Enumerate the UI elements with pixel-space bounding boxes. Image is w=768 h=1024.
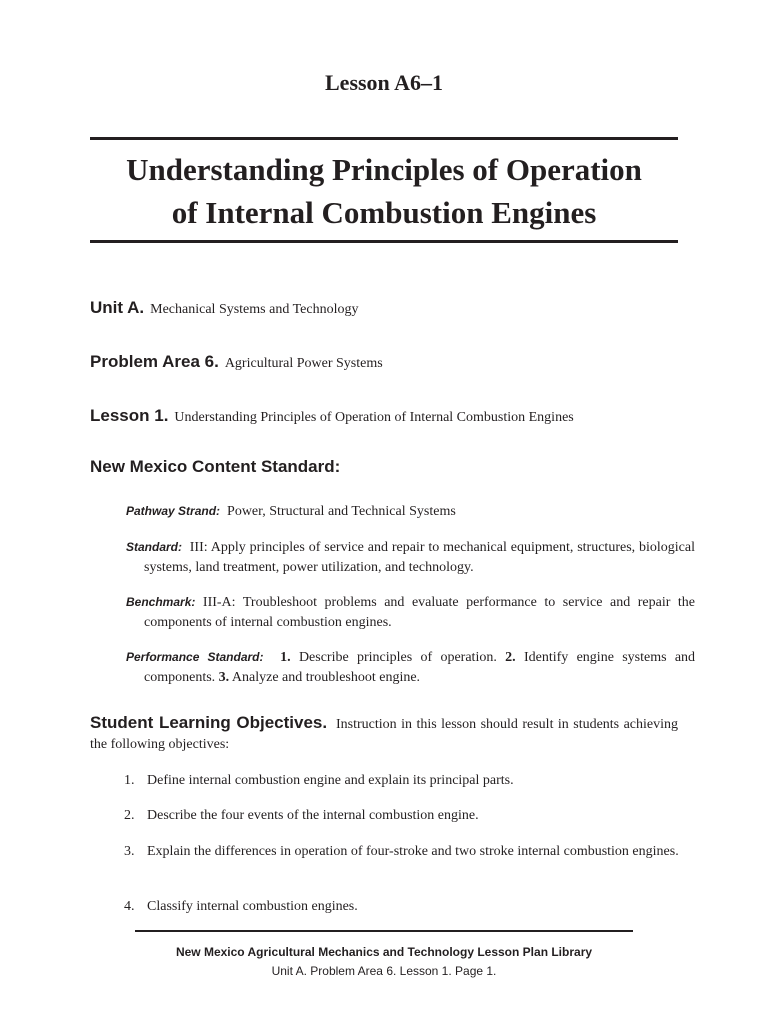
performance-standard bbox=[126, 648, 695, 687]
objective-text: Explain the differences in operation of four-stroke and two stroke internal combustion engines. bbox=[147, 844, 679, 859]
pathway-strand bbox=[126, 502, 695, 522]
problem-area-row bbox=[90, 352, 690, 372]
content-standard-heading: New Mexico Content Standard: bbox=[90, 457, 341, 476]
objective-number: 1. bbox=[124, 773, 135, 788]
standard-label: Standard: bbox=[126, 540, 183, 554]
standard bbox=[126, 538, 695, 577]
unit-row bbox=[90, 298, 690, 318]
unit-value: Mechanical Systems and Technology bbox=[150, 302, 359, 317]
problem-area-value: Agricultural Power Systems bbox=[224, 356, 383, 371]
performance-standard-text-2: Identify engine systems and components. bbox=[144, 650, 696, 685]
footer-rule bbox=[135, 930, 633, 932]
objective-item bbox=[124, 842, 700, 862]
title-top-rule bbox=[90, 137, 678, 140]
performance-standard-number-2: 2. bbox=[505, 650, 516, 665]
footer-page-reference: Unit A. Problem Area 6. Lesson 1. Page 1. bbox=[271, 964, 497, 978]
standard-code: III: bbox=[189, 540, 208, 555]
objective-number: 3. bbox=[124, 844, 135, 859]
objective-number: 2. bbox=[124, 808, 135, 823]
objectives-heading: Student Learning Objectives. bbox=[90, 713, 328, 732]
lesson-label: Lesson 1. bbox=[90, 406, 169, 425]
objectives-intro-text: Instruction in this lesson should result in students achieving the following objectives: bbox=[90, 717, 679, 752]
benchmark-label: Benchmark: bbox=[126, 595, 196, 609]
problem-area-label: Problem Area 6. bbox=[90, 352, 219, 371]
lesson-value: Understanding Principles of Operation of Internal Combustion Engines bbox=[174, 410, 574, 425]
objective-text: Define internal combustion engine and explain its principal parts. bbox=[147, 773, 514, 788]
performance-standard-number-1: 1. bbox=[280, 650, 291, 665]
lesson-row bbox=[90, 406, 690, 426]
standard-text: Apply principles of service and repair to mechanical equipment, structures, biological systems, land treatment, power utilization, and technology. bbox=[144, 540, 695, 575]
title-bottom-rule bbox=[90, 240, 678, 243]
objective-text: Describe the four events of the internal combustion engine. bbox=[147, 808, 479, 823]
title-line-1: Understanding Principles of Operation bbox=[126, 152, 642, 187]
title-line-2: of Internal Combustion Engines bbox=[171, 195, 597, 230]
performance-standard-text-3: Analyze and troubleshoot engine. bbox=[231, 669, 421, 685]
performance-standard-label: Performance Standard: bbox=[126, 650, 264, 664]
benchmark-code: III-A: bbox=[202, 595, 236, 610]
objective-text: Classify internal combustion engines. bbox=[147, 899, 358, 914]
benchmark bbox=[126, 593, 695, 632]
objective-item bbox=[124, 771, 700, 791]
unit-label: Unit A. bbox=[90, 298, 145, 317]
objective-number: 4. bbox=[124, 899, 135, 914]
pathway-strand-label: Pathway Strand: bbox=[126, 504, 221, 518]
performance-standard-number-3: 3. bbox=[218, 669, 230, 685]
performance-standard-text-1: Describe principles of operation. bbox=[298, 650, 497, 665]
objective-item bbox=[124, 806, 700, 826]
footer-library-title: New Mexico Agricultural Mechanics and Technology Lesson Plan Library bbox=[175, 945, 593, 959]
objectives-intro bbox=[90, 713, 678, 755]
benchmark-text: Troubleshoot problems and evaluate performance to service and repair the components of internal combustion engines. bbox=[144, 595, 696, 630]
pathway-strand-value: Power, Structural and Technical Systems bbox=[227, 504, 456, 519]
lesson-number: Lesson A6–1 bbox=[325, 70, 443, 95]
page-title bbox=[90, 148, 678, 234]
objective-item bbox=[124, 897, 700, 917]
